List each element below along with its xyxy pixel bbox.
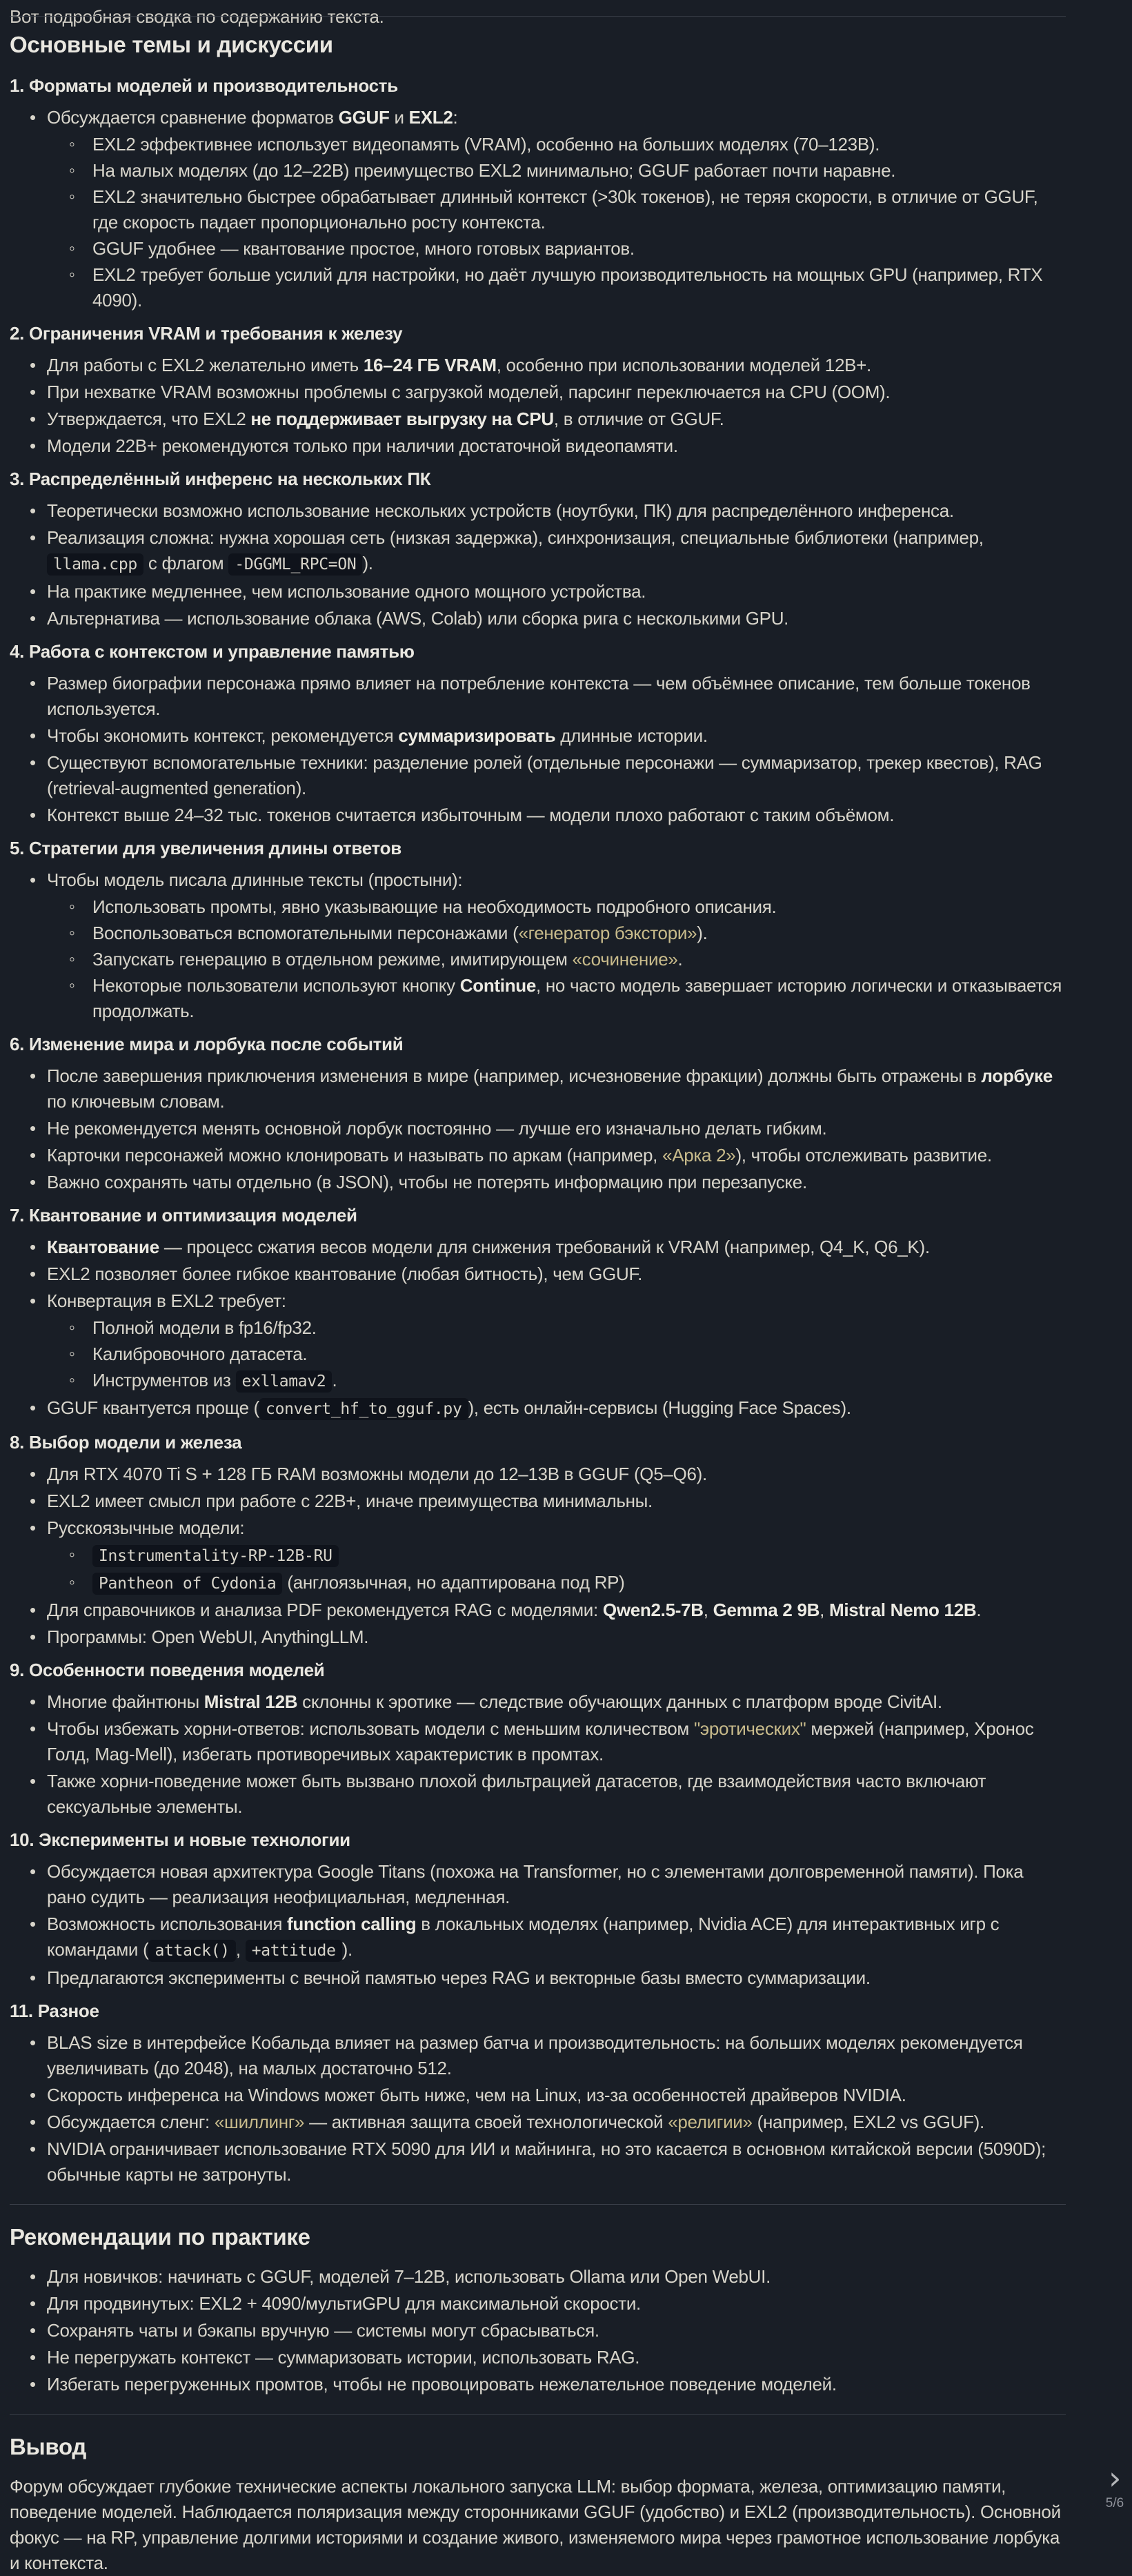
text-run: Также хорни-поведение может быть вызвано плохой фильтрацией датасетов, где взаимодействия часто включают сексуальные элементы. <box>47 1771 986 1817</box>
list-item <box>10 1515 1066 1541</box>
list-item <box>10 2136 1066 2187</box>
topic-heading: 1. Форматы моделей и производительность <box>10 75 398 96</box>
bold-text: Mistral 12B <box>203 1691 298 1712</box>
accent-text: «сочинение» <box>572 949 678 970</box>
text-run: ). <box>697 923 708 943</box>
topic-list <box>10 1063 1066 1195</box>
list-item <box>10 2372 1066 2397</box>
text-run: ), есть онлайн-сервисы (Hugging Face Spaces). <box>468 1397 851 1418</box>
text-run: Для новичков: начинать с GGUF, моделей 7–12B, использовать Ollama или Open WebUI. <box>47 2266 771 2287</box>
text-run: Обсуждается сравнение форматов <box>47 107 339 128</box>
text-run: с флагом <box>143 553 229 573</box>
text-run: GGUF квантуется проще ( <box>47 1397 260 1418</box>
text-run: Контекст выше 24–32 тыс. токенов считается избыточным — модели плохо работают с таким объёмом. <box>47 805 895 825</box>
list-item <box>10 380 1066 405</box>
text-run: Важно сохранять чаты отдельно (в JSON), чтобы не потерять информацию при перезапуске. <box>47 1172 807 1192</box>
list-item <box>10 1288 1066 1314</box>
topic-list <box>10 671 1066 828</box>
text-run: . <box>976 1600 982 1620</box>
list-item <box>10 1063 1066 1114</box>
text-run: , особенно при использовании моделей 12B+. <box>496 355 871 375</box>
list-item <box>10 1624 1066 1650</box>
list-item <box>10 1261 1066 1287</box>
section-heading: Вывод <box>10 2434 87 2459</box>
text-run: , <box>820 1600 829 1620</box>
list-item <box>10 1911 1066 1964</box>
text-run: и <box>389 107 409 128</box>
list-item <box>10 236 1066 262</box>
accent-text: «Арка 2» <box>662 1145 736 1166</box>
text-run: EXL2 позволяет более гибкое квантование (любая битность), чем GGUF. <box>47 1264 643 1284</box>
text-run: Запускать генерацию в отдельном режиме, имитирующем <box>92 949 573 970</box>
text-run: Конвертация в EXL2 требует: <box>47 1290 286 1311</box>
text-run: GGUF удобнее — квантование простое, много готовых вариантов. <box>92 238 635 259</box>
list-item <box>10 2264 1066 2290</box>
text-run: Размер биографии персонажа прямо влияет на потребление контекста — чем объёмнее описание, тем больше токенов используется. <box>47 673 1031 719</box>
text-run: — активная защита своей технологической <box>304 2112 668 2132</box>
accent-text: «религии» <box>668 2112 753 2132</box>
document-body <box>10 29 1066 2576</box>
list-item <box>10 262 1066 313</box>
list-item <box>10 1597 1066 1623</box>
list-item <box>10 1395 1066 1422</box>
list-item <box>10 579 1066 604</box>
text-run: ). <box>362 553 373 573</box>
text-run: Полной модели в fp16/fp32. <box>92 1317 317 1338</box>
text-run: в локальных моделях (например, Nvidia ACE) для интерактивных игр с командами ( <box>47 1914 1000 1960</box>
text-run: Форум обсуждает глубокие технические аспекты локального запуска LLM: выбор формата, железа, оптимизацию памяти, поведение моделей. Наблюдается поляризация между сторонниками GGUF (удобство) и EXL2 (производительность). Основной фокус — на RP, управление долгими историями и создание живого, изменяемого мира через грамотное использование лорбука и контекста. <box>10 2476 1061 2573</box>
text-run: Не рекомендуется менять основной лорбук постоянно — лучше его изначально делать гибким. <box>47 1118 827 1139</box>
list-item <box>10 867 1066 893</box>
text-run: После завершения приключения изменения в мире (например, исчезновение фракции) должны быть отражены в <box>47 1065 982 1086</box>
text-run: Утверждается, что EXL2 <box>47 409 251 429</box>
text-run: Некоторые пользователи используют кнопку <box>92 975 460 996</box>
topic-heading: 6. Изменение мира и лорбука после событий <box>10 1034 404 1054</box>
text-run: BLAS size в интерфейсе Кобальда влияет на размер батча и производительность: на больших моделях рекомендуется увеличивать (до 2048), на малых достаточно 512. <box>47 2032 1023 2078</box>
text-run: NVIDIA ограничивает использование RTX 5090 для ИИ и майнинга, но это касается в основном китайской версии (5090D); обычные карты не затронуты. <box>47 2139 1046 2185</box>
text-run: Сохранять чаты и бэкапы вручную — системы могут сбрасываться. <box>47 2320 599 2341</box>
list-item <box>10 1116 1066 1141</box>
text-run: по ключевым словам. <box>47 1091 225 1112</box>
list-item <box>10 2291 1066 2317</box>
bold-text: GGUF <box>338 107 390 128</box>
list-item <box>10 973 1066 1024</box>
bold-text: лорбуке <box>981 1065 1053 1086</box>
topic-list <box>10 867 1066 1024</box>
list-item <box>10 498 1066 524</box>
text-run: Калибровочного датасета. <box>92 1344 308 1364</box>
topic-heading: 5. Стратегии для увеличения длины ответов <box>10 838 401 858</box>
topic-heading: 7. Квантование и оптимизация моделей <box>10 1205 357 1226</box>
pagination <box>1089 2459 1132 2511</box>
inline-code: Pantheon of Cydonia <box>92 1573 282 1595</box>
section-heading: Основные темы и дискуссии <box>10 32 333 57</box>
text-run: , <box>235 1939 246 1960</box>
list-item <box>10 2110 1066 2135</box>
list-item <box>10 750 1066 801</box>
text-run: EXL2 эффективнее использует видеопамять (VRAM), особенно на больших моделях (70–123B). <box>92 134 880 155</box>
text-run: (англоязычная, но адаптирована под RP) <box>282 1572 625 1593</box>
list-item <box>10 406 1066 432</box>
list-item <box>10 1341 1066 1367</box>
text-run: EXL2 требует больше усилий для настройки, но даёт лучшую производительность на мощных GPU (например, RTX 4090). <box>92 264 1043 311</box>
topic-heading: 9. Особенности поведения моделей <box>10 1660 325 1680</box>
list-item <box>10 1462 1066 1487</box>
list-item <box>10 1689 1066 1715</box>
next-page-icon[interactable]: › <box>1108 2459 1122 2497</box>
inline-code: -DGGML_RPC=ON <box>228 553 362 576</box>
topic-list <box>10 353 1066 459</box>
text-run: Воспользоваться вспомогательными персонажами ( <box>92 923 519 943</box>
text-run: Для работы с EXL2 желательно иметь <box>47 355 364 375</box>
list-item <box>10 1368 1066 1395</box>
accent-text: «генератор бэкстори» <box>518 923 697 943</box>
list-item <box>10 1488 1066 1514</box>
topic-heading: 10. Эксперименты и новые технологии <box>10 1829 350 1850</box>
bold-text: Mistral Nemo 12B <box>828 1600 977 1620</box>
bold-text: не поддерживает выгрузку на CPU <box>250 409 554 429</box>
bold-text: Gemma 2 9B <box>713 1600 820 1620</box>
text-run: Реализация сложна: нужна хорошая сеть (низкая задержка), синхронизация, специальные библиотеки (например, <box>47 527 984 548</box>
section-heading: Рекомендации по практике <box>10 2224 310 2250</box>
divider <box>10 2414 1066 2415</box>
list-item <box>10 2318 1066 2343</box>
text-run: Для продвинутых: EXL2 + 4090/мультиGPU для максимальной скорости. <box>47 2293 641 2314</box>
text-run: Чтобы модель писала длинные тексты (простыни): <box>47 869 463 890</box>
list-item <box>10 671 1066 722</box>
list-item <box>10 606 1066 631</box>
text-run: . <box>332 1370 337 1390</box>
text-run: ). <box>341 1939 352 1960</box>
bold-text: Continue <box>459 975 537 996</box>
inline-code: convert_hf_to_gguf.py <box>259 1398 468 1420</box>
text-run: Чтобы избежать хорни-ответов: использовать модели с меньшим количеством <box>47 1718 694 1739</box>
bold-text: суммаризировать <box>398 725 556 746</box>
list-item <box>10 132 1066 157</box>
text-run: Теоретически возможно использование нескольких устройств (ноутбуки, ПК) для распределённого инференса. <box>47 500 954 521</box>
text-run: . <box>677 949 683 970</box>
topic-list <box>10 1689 1066 1820</box>
topic-heading: 3. Распределённый инференс на нескольких ПК <box>10 469 431 489</box>
page-indicator: 5/6 <box>1105 2496 1124 2510</box>
divider <box>10 2204 1066 2205</box>
list-item <box>10 1716 1066 1767</box>
intro-line-cutoff: Вот подробная сводка по содержанию текста. <box>10 6 384 27</box>
inline-code: exllamav2 <box>236 1370 332 1393</box>
text-run: Инструментов из <box>92 1370 236 1390</box>
list-item <box>10 1769 1066 1820</box>
text-run: На практике медленнее, чем использование одного мощного устройства. <box>47 581 646 602</box>
text-run: Многие файнтюны <box>47 1691 204 1712</box>
text-run: , <box>703 1600 713 1620</box>
text-run: мержей (например, Хронос Голд, Mag-Mell), избегать противоречивых характеристик в промтах. <box>47 1718 1034 1764</box>
list-item <box>10 1315 1066 1341</box>
text-run: Для RTX 4070 Ti S + 128 ГБ RAM возможны модели до 12–13B в GGUF (Q5–Q6). <box>47 1464 707 1484</box>
text-run: EXL2 значительно быстрее обрабатывает длинный контекст (>30k токенов), не теряя скорости, в отличие от GGUF, где скорость падает пропорционально росту контекста. <box>92 186 1038 233</box>
text-run: , в отличие от GGUF. <box>553 409 724 429</box>
list-item <box>10 433 1066 459</box>
text-run: склонны к эротике — следствие обучающих данных с платформ вроде CivitAI. <box>297 1691 942 1712</box>
list-item <box>10 1542 1066 1569</box>
topic-heading: 2. Ограничения VRAM и требования к железу <box>10 323 403 344</box>
list-item <box>10 2083 1066 2108</box>
summary-document <box>0 16 1132 2576</box>
bold-text: Qwen2.5-7B <box>602 1600 704 1620</box>
inline-code: Instrumentality-RP-12B-RU <box>92 1545 339 1567</box>
text-run: Программы: Open WebUI, AnythingLLM. <box>47 1626 369 1647</box>
bold-text: 16–24 ГБ VRAM <box>363 355 497 375</box>
text-run: — процесс сжатия весов модели для снижения требований к VRAM (например, Q4_K, Q6_K). <box>159 1237 930 1257</box>
text-run: Обсуждается новая архитектура Google Titans (похожа на Transformer, но с элементами долговременной памяти). Пока рано судить — реализация неофициальная, медленная. <box>47 1861 1024 1907</box>
divider <box>10 16 1066 17</box>
text-run: Существуют вспомогательные техники: разделение ролей (отдельные персонажи — суммаризатор, трекер квестов), RAG (retrieval-augmented generation). <box>47 752 1042 798</box>
bold-text: function calling <box>287 1914 417 1934</box>
text-run: Чтобы экономить контекст, рекомендуется <box>47 725 399 746</box>
list-item <box>10 1570 1066 1597</box>
text-run: Не перегружать контекст — суммаризовать истории, использовать RAG. <box>47 2347 640 2368</box>
text-run: Модели 22B+ рекомендуются только при наличии достаточной видеопамяти. <box>47 435 678 456</box>
text-run: длинные истории. <box>555 725 708 746</box>
list-item <box>10 1965 1066 1991</box>
text-run: Русскоязычные модели: <box>47 1517 245 1538</box>
topic-heading: 4. Работа с контекстом и управление памятью <box>10 641 415 662</box>
paragraph <box>10 2474 1066 2576</box>
list-item <box>10 1859 1066 1910</box>
inline-code: attack() <box>148 1940 235 1962</box>
list-item <box>10 803 1066 828</box>
inline-code: +attitude <box>246 1940 342 1962</box>
bold-text: Квантование <box>47 1237 159 1257</box>
topic-heading: 8. Выбор модели и железа <box>10 1432 242 1453</box>
text-run: Карточки персонажей можно клонировать и называть по аркам (например, <box>47 1145 663 1166</box>
topic-list <box>10 498 1066 631</box>
list-item <box>10 1143 1066 1168</box>
list-item <box>10 723 1066 749</box>
topic-list <box>10 2264 1066 2397</box>
text-run: При нехватке VRAM возможны проблемы с загрузкой моделей, парсинг переключается на CPU (OOM). <box>47 382 891 402</box>
list-item <box>10 158 1066 184</box>
text-run: Избегать перегруженных промтов, чтобы не провоцировать нежелательное поведение моделей. <box>47 2374 837 2395</box>
text-run: ), чтобы отслеживать развитие. <box>735 1145 992 1166</box>
text-run: EXL2 имеет смысл при работе с 22B+, иначе преимущества минимальны. <box>47 1491 653 1511</box>
inline-code: llama.cpp <box>47 553 143 576</box>
topic-heading: 11. Разное <box>10 2000 99 2021</box>
text-run: Скорость инференса на Windows может быть ниже, чем на Linux, из-за особенностей драйверов NVIDIA. <box>47 2085 906 2105</box>
accent-text: «шиллинг» <box>214 2112 305 2132</box>
list-item <box>10 525 1066 578</box>
text-run: , но часто модель завершает историю логически и отказывается продолжать. <box>92 975 1062 1021</box>
text-run: Предлагаются эксперименты с вечной памятью через RAG и векторные базы вместо суммаризации. <box>47 1967 871 1988</box>
text-run: (например, EXL2 vs GGUF). <box>752 2112 984 2132</box>
list-item <box>10 2345 1066 2370</box>
list-item <box>10 184 1066 235</box>
topic-list <box>10 1859 1066 1991</box>
list-item <box>10 894 1066 920</box>
list-item <box>10 2030 1066 2081</box>
list-item <box>10 947 1066 972</box>
list-item <box>10 105 1066 130</box>
topic-list <box>10 105 1066 313</box>
text-run: Для справочников и анализа PDF рекомендуется RAG с моделями: <box>47 1600 603 1620</box>
list-item <box>10 353 1066 378</box>
text-run: На малых моделях (до 12–22B) преимущество EXL2 минимально; GGUF работает почти наравне. <box>92 160 896 181</box>
list-item <box>10 921 1066 946</box>
text-run: : <box>453 107 458 128</box>
list-item <box>10 1170 1066 1195</box>
text-run: Возможность использования <box>47 1914 288 1934</box>
accent-text: "эротических" <box>693 1718 806 1739</box>
text-run: Использовать промты, явно указывающие на необходимость подробного описания. <box>92 896 777 917</box>
text-run: Альтернатива — использование облака (AWS, Colab) или сборка рига с несколькими GPU. <box>47 608 789 629</box>
topic-list <box>10 1235 1066 1422</box>
text-run: Обсуждается сленг: <box>47 2112 215 2132</box>
topic-list <box>10 1462 1066 1650</box>
topic-list <box>10 2030 1066 2187</box>
bold-text: EXL2 <box>408 107 453 128</box>
list-item <box>10 1235 1066 1260</box>
